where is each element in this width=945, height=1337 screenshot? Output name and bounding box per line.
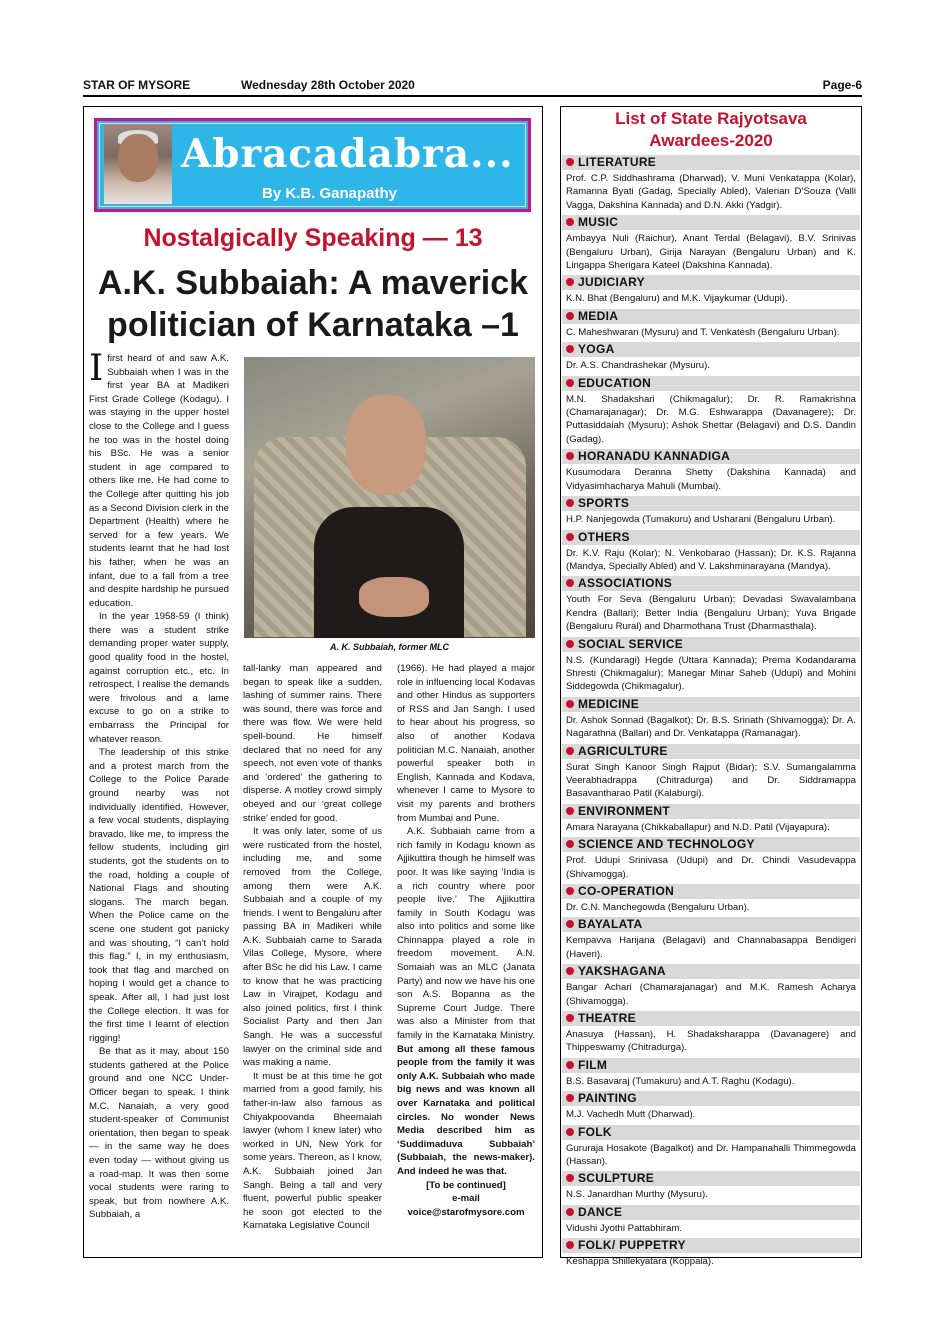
bullet-icon bbox=[566, 640, 574, 648]
award-category bbox=[562, 964, 860, 1008]
award-category-heading bbox=[562, 637, 860, 652]
award-category-heading bbox=[562, 884, 860, 899]
bullet-icon bbox=[566, 1174, 574, 1182]
award-recipients: Anasuya (Hassan), H. Shadaksharappa (Davanagere) and Thippeswamy (Chitradurga). bbox=[566, 1029, 856, 1054]
bullet-icon bbox=[566, 920, 574, 928]
award-category-name: SCULPTURE bbox=[578, 1171, 655, 1186]
award-category-name: YAKSHAGANA bbox=[578, 964, 666, 979]
award-category-heading bbox=[562, 1238, 860, 1253]
award-recipients: C. Maheshwaran (Mysuru) and T. Venkatesh (Bengaluru Urban). bbox=[566, 326, 840, 338]
bullet-icon bbox=[566, 579, 574, 587]
award-category bbox=[562, 1238, 860, 1268]
award-category bbox=[562, 1058, 860, 1088]
award-recipients: Vidushi Jyothi Pattabhiram. bbox=[566, 1222, 683, 1234]
bullet-icon bbox=[566, 1241, 574, 1249]
award-category-name: SOCIAL SERVICE bbox=[578, 636, 684, 651]
award-category-heading bbox=[562, 530, 860, 545]
article-paragraph bbox=[397, 825, 535, 1178]
photo-hands bbox=[359, 577, 429, 617]
award-category bbox=[562, 155, 860, 212]
award-category-heading bbox=[562, 449, 860, 464]
bullet-icon bbox=[566, 1094, 574, 1102]
award-category-heading bbox=[562, 275, 860, 290]
award-category bbox=[562, 1125, 860, 1169]
award-category-heading bbox=[562, 837, 860, 852]
award-recipients: N.S. (Kundaragi) Hegde (Uttara Kannada); Prema Kodandarama Shresti (Chikmagalur); Manegar Minar Saheb (Udupi) and Mohini Siddegowda (Chikmagalur). bbox=[566, 654, 856, 693]
award-category-name: MEDIA bbox=[578, 308, 619, 323]
award-recipients: N.S. Janardhan Murthy (Mysuru). bbox=[566, 1189, 708, 1201]
award-category-name: FILM bbox=[578, 1057, 608, 1072]
awards-list bbox=[562, 152, 860, 1269]
award-category-name: SCIENCE AND TECHNOLOGY bbox=[578, 837, 755, 852]
article-paragraph: Be that as it may, about 150 students gathered at the Police ground and one NCC Under-Officer began to speak. I think M.C. Nanaiah, a very good student-speaker of Communist orientation, then began to speak — in the same way he does even today — without giving us a road-map. It was then some vocal students were raring to speak, but from nowhere A.K. Subbaiah, a bbox=[89, 1046, 229, 1221]
award-recipients: Ambayya Nuli (Raichur), Anant Terdal (Belagavi), B.V. Srinivas (Bengaluru Urban), Girija Narayan (Bengaluru Urban) and K. Lingappa Sherigara Kateel (Dakshina Kannada). bbox=[566, 233, 856, 272]
paragraph-bold-text: But among all these famous people from the family it was only A.K. Subbaiah who made big news and was known all over Karnataka and political circles. No wonder News Media described him as ‘Suddimaduva Subbaiah’ (Subbaiah, the news-maker). And indeed he was that. bbox=[397, 1043, 535, 1177]
award-category bbox=[562, 496, 860, 526]
award-category-heading bbox=[562, 376, 860, 391]
award-recipients: Kempavva Harijana (Belagavi) and Channabasappa Bendigeri (Haveri). bbox=[566, 935, 856, 960]
award-category-heading bbox=[562, 744, 860, 759]
award-recipients: Surat Singh Kanoor Singh Rajput (Bidar); S.V. Sumangalamma Veerabhadrappa (Chitradurga) and Dr. Siddramappa Basavantharao Patil (Kalaburgi). bbox=[566, 761, 856, 800]
article-headline: A.K. Subbaiah: A maverick politician of Karnataka –1 bbox=[97, 264, 529, 344]
award-recipients: M.N. Shadakshari (Chikmagalur); Dr. R. Ramakrishna (Chamarajanagar); Dr. M.G. Eshwarappa (Davanagere); Dr. Puttasiddaiah (Mysuru); Ashok Shettar (Belagavi) and D.S. Dandin (Gadag). bbox=[566, 393, 856, 445]
award-recipients: Dr. K.V. Raju (Kolar); N. Venkobarao (Hassan); Dr. K.S. Rajanna (Mandya, Specially Abled) and V. Lakshminarayana (Mandya). bbox=[566, 547, 856, 572]
award-recipients: Prof. Udupi Srinivasa (Udupi) and Dr. Chindi Vasudevappa (Shivamogga). bbox=[566, 855, 856, 880]
awards-title-line-1: List of State Rajyotsava bbox=[615, 109, 807, 128]
article-paragraph: It was only later, some of us were rusticated from the hostel, including me, and some removed from the College, among them were A.K. Subbaiah and a couple of my friends. I went to Bengaluru after passing BA in Madikeri while A.K. Subbaiah came to Sarada Vilas College, Mysore, where after BSc he did his Law. I came to know that he was practicing Law in Virajpet, Kodagu and also joined politics, first I think Socialist Party and then Jan Sangh. He was a successful lawyer on the criminal side and was making a name. bbox=[243, 826, 382, 1069]
article-paragraph: The leadership of this strike and a protest march from the College to the Police Parade ground nearby was not individually identified. However, a few vocal students, displaying bravado, like me, to impress the fellow students, including girl students, got the students on to the road, holding a couple of National Flags and shouting slogans. The march began. When the Police came on the scene one student got panicky and was shouting, “I can’t hold this flag.” I, in my enthusiasm, took that flag and marched on hoping I would get a chance to speak. After all, I had just lost the College election. It was for the first time I learnt of election rigging! bbox=[89, 747, 229, 1044]
bullet-icon bbox=[566, 158, 574, 166]
article-column-1 bbox=[89, 348, 229, 1222]
photo-head bbox=[346, 395, 426, 495]
award-category-name: PAINTING bbox=[578, 1091, 637, 1106]
award-category-heading bbox=[562, 804, 860, 819]
bullet-icon bbox=[566, 278, 574, 286]
bullet-icon bbox=[566, 312, 574, 320]
issue-date: Wednesday 28th October 2020 bbox=[241, 78, 415, 92]
email-label: e-mail bbox=[452, 1193, 480, 1205]
award-category bbox=[562, 884, 860, 914]
award-recipients: K.N. Bhat (Bengaluru) and M.K. Vijaykumar (Udupi). bbox=[566, 293, 788, 305]
award-category bbox=[562, 697, 860, 741]
award-category bbox=[562, 215, 860, 272]
award-category-name: ENVIRONMENT bbox=[578, 803, 670, 818]
paragraph-text: first heard of and saw A.K. Subbaiah when I was in the first year BA at Madikeri First Grade College (Kodagu). I was staying in the upper hostel close to the College and I guess he too was in the hostel doing his BSc. He was a senior student in age compared to others like me. He had come to the College after quitting his job as a Second Division clerk in the Department (Health) where he served for a few years. We students learnt that he had lost his father, when he was an infant, due to a fall from a tree and despite hardship he pursued education. bbox=[89, 353, 229, 609]
award-category-name: OTHERS bbox=[578, 529, 630, 544]
article-column-2 bbox=[243, 662, 382, 1233]
award-category-heading bbox=[562, 697, 860, 712]
awards-title bbox=[560, 108, 862, 152]
bullet-icon bbox=[566, 807, 574, 815]
bullet-icon bbox=[566, 379, 574, 387]
award-category-heading bbox=[562, 1125, 860, 1140]
award-category bbox=[562, 530, 860, 574]
award-category-name: ASSOCIATIONS bbox=[578, 576, 673, 591]
award-category bbox=[562, 744, 860, 801]
award-category bbox=[562, 917, 860, 961]
award-category-heading bbox=[562, 1171, 860, 1186]
bullet-icon bbox=[566, 533, 574, 541]
award-recipients: Youth For Seva (Bengaluru Urban); Devadasi Swavalambana Kendra (Ballari); Better India (Bengaluru Urban); Yuva Brigade (Bengaluru Rural) and Dharmothana Trust (Dharmasthala). bbox=[566, 594, 856, 633]
award-recipients: Keshappa Shillekyatara (Koppala). bbox=[566, 1256, 714, 1268]
award-category-heading bbox=[562, 1058, 860, 1073]
award-category-name: EDUCATION bbox=[578, 375, 652, 390]
award-category bbox=[562, 449, 860, 493]
award-category-heading bbox=[562, 496, 860, 511]
publication-name: STAR OF MYSORE bbox=[83, 78, 191, 92]
award-recipients: M.J. Vachedh Mutt (Dharwad). bbox=[566, 1109, 696, 1121]
award-category bbox=[562, 275, 860, 305]
column-banner bbox=[94, 118, 531, 212]
bullet-icon bbox=[566, 345, 574, 353]
award-category bbox=[562, 309, 860, 339]
award-category bbox=[562, 1091, 860, 1121]
awards-title-line-2: Awardees-2020 bbox=[649, 131, 773, 150]
article-paragraph: tall-lanky man appeared and began to speak like a sudden, lashing of summer rains. There was sound, there was force and there was flow. We were held spell-bound. He himself declared that no need for any speech, not even vote of thanks and ‘ordered’ the gathering to disperse. A motley crowd simply obeyed and our ‘great college strike’ ended for good. bbox=[243, 663, 382, 824]
award-category-name: FOLK bbox=[578, 1124, 612, 1139]
award-category-name: LITERATURE bbox=[578, 155, 657, 169]
award-category bbox=[562, 837, 860, 881]
award-category-name: THEATRE bbox=[578, 1011, 636, 1026]
bullet-icon bbox=[566, 840, 574, 848]
header-rule bbox=[83, 95, 862, 97]
article-paragraph: In the year 1958-59 (I think) there was a student strike demanding proper water supply, good quality food in the hostel, against corruption etc., etc. In retrospect, I realise the demands were frivolous and a lame excuse to go on a strike to embarrass the Principal for whatever reason. bbox=[89, 611, 229, 745]
award-category-name: AGRICULTURE bbox=[578, 743, 668, 758]
award-recipients: Amara Narayana (Chikkaballapur) and N.D. Patil (Vijayapura). bbox=[566, 821, 830, 833]
award-category-name: HORANADU KANNADIGA bbox=[578, 449, 731, 464]
award-category-heading bbox=[562, 215, 860, 230]
award-recipients: H.P. Nanjegowda (Tumakuru) and Usharani (Bengaluru Urban). bbox=[566, 514, 836, 526]
award-recipients: Gururaja Hosakote (Bagalkot) and Dr. Hampanahalli Thimmegowda (Hassan). bbox=[566, 1142, 856, 1168]
photo-caption: A. K. Subbaiah, former MLC bbox=[329, 642, 449, 652]
bullet-icon bbox=[566, 1061, 574, 1069]
award-category-name: MUSIC bbox=[578, 215, 619, 230]
award-category bbox=[562, 1171, 860, 1201]
award-category bbox=[562, 1205, 860, 1235]
bullet-icon bbox=[566, 218, 574, 226]
article-column-3 bbox=[397, 662, 535, 1219]
column-title: Abracadabra... bbox=[181, 131, 514, 177]
award-category-heading bbox=[562, 576, 860, 591]
award-recipients: Dr. A.S. Chandrashekar (Mysuru). bbox=[566, 360, 710, 372]
award-category-name: FOLK/ PUPPETRY bbox=[578, 1238, 686, 1253]
column-byline: By K.B. Ganapathy bbox=[262, 185, 398, 202]
page-number: Page-6 bbox=[822, 78, 862, 92]
article-paragraph: It must be at this time he got married from a good family, his father-in-law also famous as Chiyakpoovanda Bheemaiah lawyer (whom I knew later) who worked in UN, New York for some years. Thereon, as I know, A.K. Subbaiah joined Jan Sangh. Being a tall and very fluent, powerful public speaker he soon got elected to the Karnataka Legislative Council bbox=[243, 1070, 382, 1232]
article-paragraph: (1966). He had played a major role in influencing local Kodavas and other Hindus as supporters of RSS and Jan Sangh. I used to hear about his progress, so also of another Kodava politician M.C. Nanaiah, another powerful speaker both in English, Kannada and Kodava, whenever I came to Mysore to visit my parents and brothers from Mumbai and Pune. bbox=[397, 663, 535, 824]
award-category-heading bbox=[562, 917, 860, 932]
award-category-heading bbox=[562, 155, 860, 170]
page-header bbox=[83, 78, 862, 94]
bullet-icon bbox=[566, 1128, 574, 1136]
award-category bbox=[562, 804, 860, 834]
bullet-icon bbox=[566, 452, 574, 460]
bullet-icon bbox=[566, 887, 574, 895]
paragraph-text: A.K. Subbaiah came from a rich family in Kodagu known as Ajjikuttira though he himself was poor. It was like saying ‘India is a rich country where poor people live.’ The Ajjikuttira family in South Kodagu was also into politics and some like Chinnappa played a role in freedom movement. A.N. Somaiah was an MLC (Janata Party) and now we have his one son A.S. Bopanna as the Supreme Court Judge. There was also a Minister from that family in the Karnataka Ministry. bbox=[397, 826, 535, 1042]
to-be-continued: [To be continued] bbox=[426, 1179, 506, 1191]
photo-body bbox=[314, 507, 464, 638]
award-category-name: YOGA bbox=[578, 342, 615, 357]
award-category-heading bbox=[562, 964, 860, 979]
drop-cap: I bbox=[89, 348, 104, 389]
subject-photo bbox=[244, 357, 535, 638]
award-category bbox=[562, 637, 860, 694]
award-recipients: Dr. Ashok Sonnad (Bagalkot); Dr. B.S. Srinath (Shivamogga); Dr. A. Nagarathna (Ballari) and Dr. Venkatappa (Ramanagar). bbox=[566, 714, 856, 740]
award-category-heading bbox=[562, 1011, 860, 1026]
bullet-icon bbox=[566, 1014, 574, 1022]
author-portrait bbox=[104, 124, 172, 204]
award-recipients: Kusumodara Deranna Shetty (Dakshina Kannada) and Vidyasimhacharya Mahuli (Mumbai). bbox=[566, 467, 856, 492]
award-category-name: CO-OPERATION bbox=[578, 884, 675, 898]
award-category-heading bbox=[562, 1205, 860, 1220]
award-category-heading bbox=[562, 1091, 860, 1106]
award-category-name: BAYALATA bbox=[578, 917, 643, 932]
bullet-icon bbox=[566, 1208, 574, 1216]
award-category bbox=[562, 576, 860, 633]
award-category bbox=[562, 342, 860, 372]
portrait-face bbox=[118, 134, 158, 182]
series-kicker: Nostalgically Speaking — 13 bbox=[143, 224, 483, 252]
article-paragraph bbox=[89, 348, 229, 610]
award-recipients: Bangar Achari (Chamarajanagar) and M.K. Ramesh Acharya (Shivamogga). bbox=[566, 982, 856, 1007]
email-address[interactable]: voice@starofmysore.com bbox=[407, 1206, 525, 1218]
award-category-heading bbox=[562, 309, 860, 324]
award-recipients: B.S. Basavaraj (Tumakuru) and A.T. Raghu (Kodagu). bbox=[566, 1075, 795, 1087]
award-recipients: Prof. C.P. Siddhashrama (Dharwad), V. Muni Venkatappa (Kolar), Ramanna Byati (Gadag, Specially Abled), Valerian D’Souza (Valli Vagga, Dakshina Kannada) and D.N. Akki (Yadgir). bbox=[566, 173, 856, 211]
award-category-name: SPORTS bbox=[578, 496, 630, 511]
award-category bbox=[562, 376, 860, 447]
bullet-icon bbox=[566, 499, 574, 507]
bullet-icon bbox=[566, 967, 574, 975]
award-category-heading bbox=[562, 342, 860, 357]
award-category-name: JUDICIARY bbox=[578, 275, 645, 290]
award-category-name: DANCE bbox=[578, 1204, 623, 1219]
bullet-icon bbox=[566, 700, 574, 708]
bullet-icon bbox=[566, 747, 574, 755]
award-category-name: MEDICINE bbox=[578, 696, 640, 711]
award-category bbox=[562, 1011, 860, 1055]
award-recipients: Dr. C.N. Manchegowda (Bengaluru Urban). bbox=[566, 902, 750, 913]
